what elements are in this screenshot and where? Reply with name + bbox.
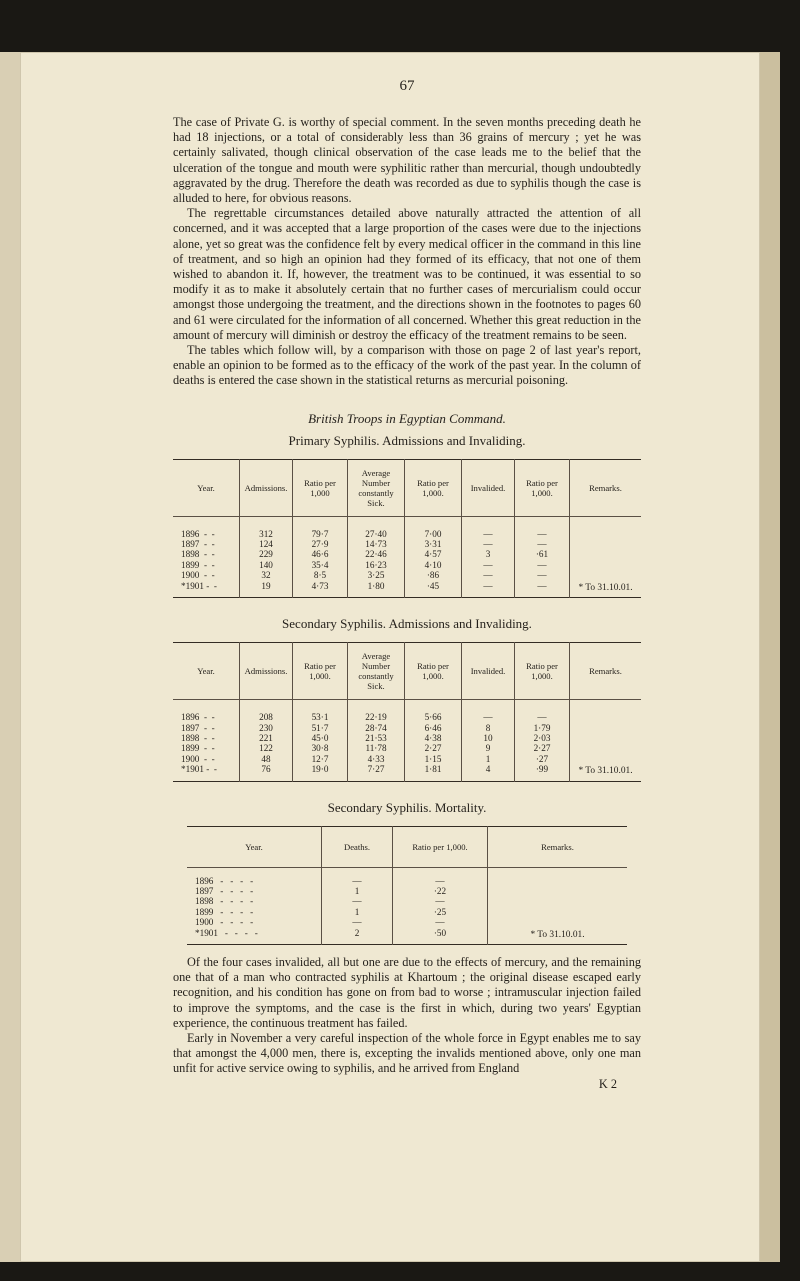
table3-body-row (187, 867, 627, 944)
table2-header-remarks: Remarks. (570, 643, 642, 700)
table2-title: Secondary Syphilis. Admissions and Invaliding. (282, 616, 532, 632)
table2-invalided-column: — 8 10 9 1 4 (462, 700, 515, 781)
closing-paragraph-1: Of the four cases invalided, all but one are due to the effects of mercury, and the remaining one that of a man who contracted syphilis at Khartoum ; the original disease escaped early recognition, and his condition has gone on from bad to worse ; intramuscular injection failed to improve the symptoms, and the case is the first in which, during two years' Egyptian experience, the continuous treatment has failed. (173, 954, 641, 1030)
table2-admissions-column: 208 230 221 122 48 76 (240, 700, 293, 781)
table2-remark: * To 31.10.01. (578, 766, 633, 777)
table3-header-row (187, 826, 627, 867)
table3-title: Secondary Syphilis. Mortality. (327, 799, 487, 815)
table3-deaths-column: — 1 — 1 — 2 (322, 867, 393, 944)
table1-year-column (173, 516, 240, 597)
table-row: 1900 - - - - (195, 917, 254, 928)
paragraph-3: The tables which follow will, by a comparison with those on page 2 of last year's report, enable an opinion to be formed as to the efficacy of the work of the past year. In the column of deaths is entered the case shown in the statistical returns as mercurial poisoning. (173, 343, 641, 388)
table2-header-year: Year. (173, 643, 240, 700)
table-row: 1900 - - (181, 753, 215, 764)
table3-header-deaths: Deaths. (322, 826, 393, 867)
table-row: 1896 - - (181, 528, 215, 539)
table1-header-ratio: Ratio per 1,000 (293, 459, 348, 516)
table-row: 1899 - - (181, 559, 215, 570)
table2-header-admissions: Admissions. (240, 643, 293, 700)
table1-header-row (173, 459, 641, 516)
closing-paragraph-2: Early in November a very careful inspection of the whole force in Egypt enables me to say that amongst the 4,000 men, there is, excepting the invalids mentioned above, only one man unfit for active service owing to syphilis, and he arrived from England (173, 1030, 641, 1076)
table1-header-ratio3: Ratio per 1,000. (515, 459, 570, 516)
signature-mark: K 2 (598, 1076, 617, 1091)
table3-header-year: Year. (187, 826, 322, 867)
table1-title: Primary Syphilis. Admissions and Invaliding. (288, 432, 526, 448)
table2-body-row (173, 700, 641, 781)
binding-edge-left (0, 52, 20, 1262)
binding-edge-right (760, 52, 780, 1262)
table2-average-column: 22·19 28·74 21·53 11·78 4·33 7·27 (348, 700, 405, 781)
table1-header-year: Year. (173, 459, 240, 516)
table-row: 1900 - - (181, 570, 215, 581)
table-row: 1898 - - (181, 549, 215, 560)
table1-remark: * To 31.10.01. (578, 582, 633, 593)
table-row: 1898 - - (181, 732, 215, 743)
table1-header-invalided: Invalided. (462, 459, 515, 516)
table3-remark: * To 31.10.01. (530, 929, 585, 940)
table-row: 1897 - - (181, 539, 215, 550)
table-row: 1899 - - (181, 743, 215, 754)
table2-ratio3-column: — 1·79 2·03 2·27 ·27 ·99 (515, 700, 570, 781)
table1-ratio2-column: 7·00 3·31 4·57 4·10 ·86 ·45 (405, 516, 462, 597)
table3-header-remarks: Remarks. (488, 826, 628, 867)
table2-header-ratio: Ratio per 1,000. (293, 643, 348, 700)
table1-body-row (173, 516, 641, 597)
table-row: 1896 - - (181, 712, 215, 723)
table1-admissions-column: 312 124 229 140 32 19 (240, 516, 293, 597)
table-row: 1899 - - - - (195, 906, 254, 917)
table2-header-ratio2: Ratio per 1,000. (405, 643, 462, 700)
table-row: 1897 - - - - (195, 885, 254, 896)
table2-ratio-column: 53·1 51·7 45·0 30·8 12·7 19·0 (293, 700, 348, 781)
table-row: 1898 - - - - (195, 896, 254, 907)
table2-ratio2-column: 5·66 6·46 4·38 2·27 1·15 1·81 (405, 700, 462, 781)
table3-year-column (187, 867, 322, 944)
table1-ratio3-column: — — ·61 — — — (515, 516, 570, 597)
table-row: *1901 - - - - (195, 927, 258, 938)
table2-year-column (173, 700, 240, 781)
table1-header-ratio2: Ratio per 1,000. (405, 459, 462, 516)
table1-average-column: 27·40 14·73 22·46 16·23 3·25 1·80 (348, 516, 405, 597)
page-number: 67 (399, 78, 415, 94)
table2-header-average: Average Number constantly Sick. (348, 643, 405, 700)
table-row: 1896 - - - - (195, 875, 254, 886)
table3-header-ratio: Ratio per 1,000. (393, 826, 488, 867)
page-content (173, 78, 641, 1092)
table-row: 1897 - - (181, 722, 215, 733)
mortality-table (187, 826, 627, 945)
paragraph-2: The regrettable circumstances detailed above naturally attracted the attention of all concerned, and it was accepted that a large proportion of the cases were due to the injections alone, yet so great was the confidence felt by every medical officer in the command in this line of treatment, and so high an opinion had they formed of its efficacy, that not one of them wished to abandon it. If, however, the treatment was to be continued, it was essential to so modify it as to make it absolutely certain that no further cases of mercurialism could occur amongst those undergoing the treatment, and the directions shown in the footnotes to pages 60 and 61 were circulated for the information of all concerned. Whether this great reduction in the amount of mercury will diminish or destroy the efficacy of the treatment remains to be seen. (173, 206, 641, 342)
table-row: *1901 - - (181, 580, 217, 591)
paragraph-1: The case of Private G. is worthy of special comment. In the seven months preceding death he had 18 injections, or a total of considerably less than 36 grains of mercury ; yet he was certainly salivated, though clinical observation of the case leads me to the belief that the ulceration of the tongue and mouth were syphilitic rather than mercurial, though undoubtedly aggravated by the drug. Therefore the death was recorded as due to syphilis though the case is alluded to here, for obvious reasons. (173, 115, 641, 206)
primary-syphilis-table (173, 459, 641, 598)
table3-ratio-column: — ·22 — ·25 — ·50 (393, 867, 488, 944)
secondary-syphilis-table (173, 642, 641, 781)
table1-ratio-column: 79·7 27·9 46·6 35·4 8·5 4·73 (293, 516, 348, 597)
section-title: British Troops in Egyptian Command. (308, 410, 506, 426)
table2-header-row (173, 643, 641, 700)
table1-header-admissions: Admissions. (240, 459, 293, 516)
table-row: *1901 - - (181, 764, 217, 775)
table1-header-remarks: Remarks. (570, 459, 642, 516)
table1-invalided-column: — — 3 — — — (462, 516, 515, 597)
table2-header-invalided: Invalided. (462, 643, 515, 700)
table1-header-average: Average Number constantly Sick. (348, 459, 405, 516)
table2-header-ratio3: Ratio per 1,000. (515, 643, 570, 700)
